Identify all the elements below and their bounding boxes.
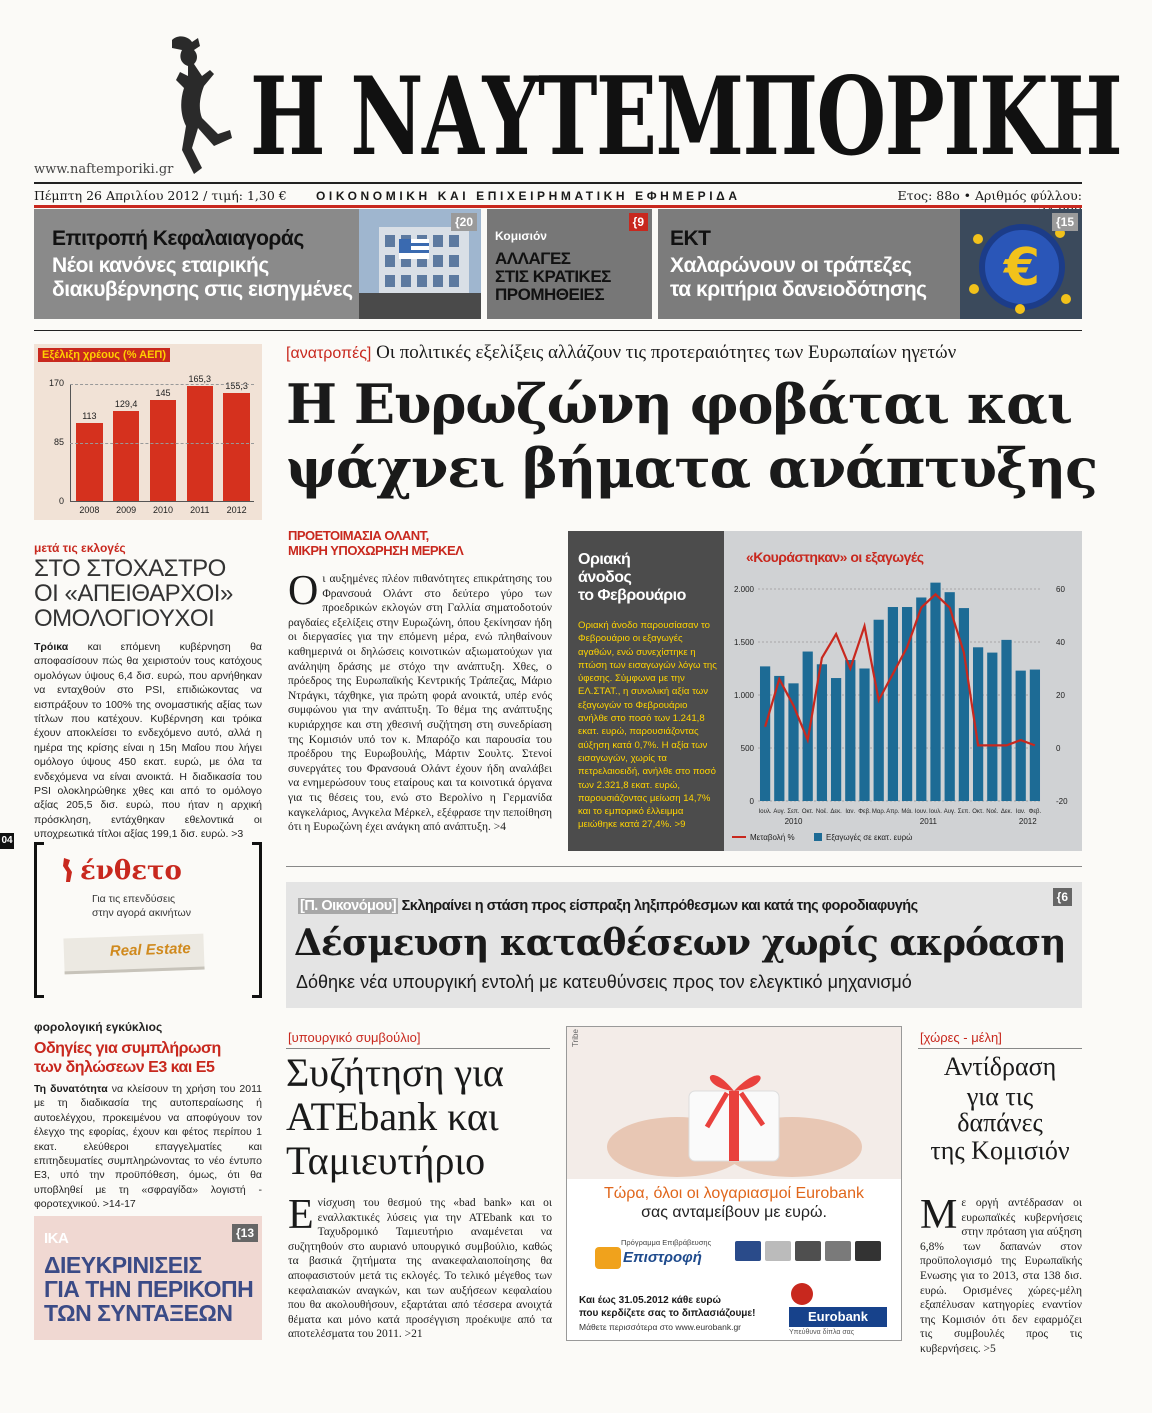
exports-chart [724,567,1082,851]
promo-sub-line1: ΑΛΛΑΓΕΣ [495,249,571,268]
website-url[interactable]: www.naftemporiki.gr [34,162,174,177]
exports-month-label: Μαρ. [871,809,886,815]
debt-bar [223,393,249,501]
atebank-text: νίσχυση του θεσμού της «bad bank» και οι εναλλακτικές λύσεις για την ATEbank και το Ταχυδρομικό Ταμιευτήριο αναμένεται να συζητηθούν στο αυριανό υπουργικό συμβούλιο, καθώς τα βασικά ζητήματα της ανακεφαλαιοποίησης θα αποφασιστούν μετά τις εκλογές. Το τελικό μέγεθος των κεφαλαιακών αναγκών, και των αυξήσεων κεφαλαίου που θα ακολουθήσουν, εξαρτάται από τέσσερα ανοιχτά θέματα και μόνο κατά προσέγγιση προέκυψε από τα αποτελέσματα του 2011. >21 [288,1197,552,1341]
atebank-body [288,1192,552,1342]
hermes-logo-icon [158,30,238,180]
bondholders-headline-1: ΣΤΟ ΣΤΟΧΑΣΤΡΟ [34,555,226,582]
exports-bar [803,652,813,801]
page-marker: 04 [0,833,14,849]
commission-headline-2: για τις [966,1082,1034,1111]
exports-box [568,531,1082,851]
lead-dropcap: Ο [288,568,319,614]
svg-text:€: € [1003,238,1041,298]
ika-kicker: ΙΚΑ [44,1230,69,1247]
ika-page-tag: {13 [232,1224,258,1242]
exports-month-label: Ιουν. [914,809,928,815]
tax-headline-2: των δηλώσεων Ε3 και Ε5 [34,1059,215,1076]
exports-month-label: Αυγ. [773,809,786,815]
atebank-kicker: [υπουργικό συμβούλιο] [288,1030,421,1045]
ika-headline-1: ΔΙΕΥΚΡΙΝΙΣΕΙΣ [44,1252,202,1278]
bondholders-body [34,640,262,842]
debt-ytick-label: 170 [48,378,64,388]
ad-program: Πρόγραμμα Επιβράβευσης [621,1238,712,1247]
eurobank-ad[interactable] [566,1026,902,1341]
promo-lead: Κομισιόν [495,229,547,243]
atebank-headline-2: ATEbank και [286,1094,499,1139]
exports-bar [888,607,898,801]
masthead-title: Η ΝΑΥΤΕΜΠΟΡΙΚΗ [250,54,1122,180]
tax-body [34,1082,262,1212]
debt-category-label: 2012 [226,505,247,515]
tax-lead: Τη δυνατότητα [34,1083,108,1095]
tagline: ΟΙΚΟΝΟΜΙΚΗ ΚΑΙ ΕΠΙΧΕΙΡΗΜΑΤΙΚΗ ΕΦΗΜΕΡΙΔΑ [316,189,741,203]
exports-month-label: Οκτ. [972,809,984,815]
exports-month-label: Σεπ. [957,809,971,815]
exports-bar [845,660,855,801]
exports-bar [959,608,969,801]
ad-program-name: Επιστροφή [623,1249,702,1266]
exports-legend-change: Μεταβολή % [750,833,795,842]
hermes-small-icon [60,856,78,884]
debt-bar [76,423,102,501]
exports-bar [1030,670,1040,801]
exports-title-1: Οριακή [578,551,631,568]
ad-more[interactable]: Μάθετε περισσότερα στο www.eurobank.gr [579,1322,741,1332]
exports-month-label: Ιαν. [1015,809,1026,815]
commission-body [920,1192,1082,1357]
exports-month-label: Νοέ. [986,809,999,815]
commission-text: ε οργή αντέδρασαν οι ευρωπαϊκές κυβερνήσεις στην πρόταση για αύξηση 6,8% των δαπανών στον προϋπολογισμό της Ευρωπαϊκής Ενωσης για το 2013, στα 138 δισ. ευρώ. Ορισμένες χώρες-μέλη εξαπέλυσαν κατηγορίες εναντίον της Κομισιόν ότι δεν εφαρμόζει τις συμβουλές προς τις κυβερνήσεις. >5 [920,1197,1082,1355]
exports-month-label: Δεκ. [1000,809,1013,815]
debt-value-label: 129,4 [114,399,138,410]
exports-month-label: Σεπ. [787,809,800,815]
promo-lead: Επιτροπή Κεφαλαιαγοράς [52,227,304,250]
promo-page-tag: {9 [629,213,648,231]
exports-month-label: Οκτ. [801,809,814,815]
ad-side-tag: Tribe [571,1029,580,1047]
bondholders-text: και επόμενη κυβέρνηση θα αποφασίσουν πώς θα χειριστούν τους κατόχους ομολόγων ύψους 6,4 δισ. ευρώ, που αρνήθηκαν να ενταχθούν στο PSI, επιδιώκοντας να εισπράξουν το 100% της ονομαστικής αξίας των τίτλων που κατέχουν. Κυβέρνηση και τρόικα έχουν αποκλείσει το ενδεχόμενο αυτό, αλλά η ημέρα της κρίσης είναι η 15η Μαΐου που λήγει ομόλογο ύψους 450 εκατ. ευρώ, με όλα τα ενδεχόμενα να είναι ανοικτά. Η διαδικασία του PSI ολοκληρώθηκε χθες και από το ομόλογο αξίας 205,5 δισ. ευρώ, που ήταν η αρχική πρόσκληση, εντάχθηκαν εθελοντικά οι υποχρεωτικά τίτλοι αξίας 199,1 δισ. ευρώ. >3 [34,641,262,841]
promo-sub-line2: διακυβέρνησης στις εισηγμένες [52,278,353,301]
exports-legend-exports: Εξαγωγές σε εκατ. ευρώ [826,833,913,842]
ad-brand-tag: Υπεύθυνα δίπλα σας [789,1329,855,1336]
lead-deck-line [286,342,956,364]
exports-bar [1016,671,1026,801]
lead-headline-2: ψάχνει βήματα ανάπτυξης [286,436,1098,500]
ad-program-badge [595,1247,621,1269]
commission-headline-1: Αντίδραση [943,1052,1057,1081]
tax-text: να κλείσουν τη χρήση του 2011 με τη διαδικασία της αυτοπεραίωσης ή αυτοελέγχου, προκειμένου να αποφύγουν τον έλεγχο της εφορίας, έχουν και φέτος περίπου 1 εκατ. ελεύθεροι επαγγελματίες και επιτηδευματίες συμπληρώνοντας το νέο έντυπο Ε3, υπό την προϋπόθεση, όμως, ότι θα υποβληθεί με τη «σφραγίδα» λογιστή - φοροτεχνικού. >14-17 [34,1083,263,1211]
exports-month-label: Φεβ. [858,809,871,815]
ika-headline-2: ΓΙΑ ΤΗΝ ΠΕΡΙΚΟΠΗ [44,1276,254,1302]
deposits-kicker: [Π. Οικονόμου] [300,898,397,914]
exports-year-label: 2012 [1018,817,1037,826]
exports-bar [916,597,926,801]
exports-title-3: το Φεβρουάριο [578,587,686,604]
ad-photo [567,1027,901,1179]
exports-bar [930,583,940,801]
exports-year-label: 2010 [784,817,803,826]
debt-chart [34,344,262,520]
debt-gridline [70,384,254,385]
exports-left-tick: 1.000 [733,691,754,700]
ika-box[interactable] [34,1216,262,1340]
bondholders-headline-2: ΟΙ «ΑΠΕΙΘΑΡΧΟΙ» [34,580,233,607]
exports-month-label: Απρ. [886,809,900,815]
bondholders-headline-3: ΟΜΟΛΟΓΙΟΥΧΟΙ [34,605,215,632]
promo-page-tag: {15 [1052,213,1078,231]
lead-subhead-1: ΠΡΟΕΤΟΙΜΑΣΙΑ ΟΛΑΝΤ, [288,528,429,543]
deposits-deck: Σκληραίνει η στάση προς είσπραξη ληξιπρόθεσμων και κατά της φοροδιαφυγής [401,898,918,914]
bondholders-lead: Τρόικα [34,641,69,653]
ad-cards [735,1239,885,1269]
debt-gridline [70,443,254,444]
debt-bar [113,411,139,501]
tax-kicker: φορολογική εγκύκλιος [34,1020,163,1034]
promo-sub-line3: ΠΡΟΜΗΘΕΙΕΣ [495,285,605,304]
exports-right-tick: 0 [1056,744,1061,753]
insert-line-1: Για τις επενδύσεις [92,893,176,905]
dateline: Πέμπτη 26 Απριλίου 2012 / τιμή: 1,30 € [34,188,287,203]
exports-right-tick: 40 [1056,638,1065,647]
debt-bar [150,400,176,501]
lead-kicker: [ανατροπές] [286,345,372,362]
lead-deck: Οι πολιτικές εξελίξεις αλλάζουν τις προτεραιότητες των Ευρωπαίων ηγετών [376,342,957,363]
exports-chart-title: «Κουράστηκαν» οι εξαγωγές [746,549,924,565]
real-estate-magazine [63,934,204,975]
debt-value-label: 165,3 [188,374,212,385]
exports-left-tick: 0 [749,797,754,806]
promo-commission[interactable] [487,209,652,319]
issue-info: Ετος: 88ο • Αριθμός φύλλου: [897,188,1082,203]
lead-headline-1: Η Ευρωζώνη φοβάται και [286,372,1072,436]
exports-month-label: Μάι. [901,809,913,815]
commission-kicker: [χώρες - μέλη] [920,1030,1002,1045]
exports-bar [859,669,869,802]
exports-right-tick: 60 [1056,585,1065,594]
debt-ytick-label: 0 [58,496,64,506]
insert-box[interactable] [34,842,262,998]
exports-bar [760,666,770,801]
atebank-dropcap: Ε [288,1192,314,1238]
lead-text: ι αυξημένες πλέον πιθανότητες επικράτησης του Φρανσουά Ολάντ στο δεύτερο γύρο των προεδρικών εκλογών στη Γαλλία σηματοδοτούν ραγδαίες εξελίξεις στην Ευρωζώνη, όπου ξεκίνησαν ήδη οι διεργασίες για την επόμενη μέρα, ενώ πληθαίνουν καθημερινά οι δηλώσεις κοινοτικών αξιωματούχων για ανάληψη δράσης με στόχο την ανάπτυξη. Χθες, ο πρόεδρος της Ευρωπαϊκής Κεντρικής Τράπεζας, Μάριο Ντράγκι, τάχθηκε, για πρώτη φορά ανοικτά, υπέρ ενός συμφώνου για την ανάπτυξη. Το θέμα της ανάπτυξης κυριάρχησε και στη χθεσινή συζήτηση στη συνεδρίαση της Κομισιόν υπό τον κ. Μπαρόζο και παρουσία του προέδρου της Ευρωβουλής, Μάρτιν Σουλτς. Στενοί συνεργάτες του Φρανσουά Ολάντ έχουν ήδη αναλάβει να ενημερώσουν τους εταίρους και τα κοινοτικά όργανα για τις θέσεις του, ενώ στο Βερολίνο η Γερμανίδα καγκελάριος, Ανγκελα Μέρκελ, εξέφρασε την πεποίθηση ότι η Ευρωζώνη έχει ανάγκη από ανάπτυξη. >4 [288,573,552,834]
exports-bar [945,592,955,801]
ad-offer-1: Και έως 31.05.2012 κάθε ευρώ [579,1295,721,1306]
exports-year-label: 2011 [919,817,938,826]
insert-title: ένθετο [80,856,182,886]
ika-headline-3: ΤΩΝ ΣΥΝΤΑΞΕΩΝ [44,1300,233,1326]
exports-month-label: Ιουλ. [929,809,942,815]
deposits-box[interactable] [286,882,1082,1008]
exports-bar [831,678,841,801]
atebank-headline-3: Ταμιευτήριο [286,1138,486,1183]
exports-bar [874,620,884,801]
atebank-headline-1: Συζήτηση για [286,1050,504,1095]
debt-value-label: 155,3 [225,381,248,392]
insert-product: Real Estate [109,940,192,960]
bondholders-kicker: μετά τις εκλογές [34,541,126,555]
exports-bar [987,653,997,801]
exports-month-label: Νοέ. [815,809,828,815]
gift-hands-image [567,1027,901,1179]
promo-sub-line1: Νέοι κανόνες εταιρικής [52,254,269,277]
promo-page-tag: {20 [451,213,477,231]
debt-ytick-label: 85 [53,437,64,447]
debt-value-label: 145 [155,388,171,399]
debt-category-label: 2009 [116,505,137,515]
deposits-deck-line [298,898,918,914]
deposits-headline: Δέσμευση καταθέσεων χωρίς ακρόαση [294,922,1066,964]
exports-left-tick: 2.000 [733,585,754,594]
deposits-page-tag: {6 [1053,888,1072,906]
lead-body [288,568,552,835]
promo-ecb[interactable] [658,209,1082,319]
ad-offer-2: που κερδίζετε σας το διπλασιάζουμε! [579,1308,756,1319]
exports-month-label: Ιουλ. [758,809,772,815]
ad-headline-2: σας ανταμείβουν με ευρώ. [641,1204,827,1221]
commission-dropcap: Μ [920,1192,958,1238]
debt-category-label: 2008 [79,505,100,515]
debt-chart-title: Εξέλιξη χρέους (% ΑΕΠ) [38,348,170,362]
exports-sidebar [568,531,724,851]
exports-month-label: Φεβ. [1028,809,1042,815]
lead-subhead-2: ΜΙΚΡΗ ΥΠΟΧΩΡΗΣΗ ΜΕΡΚΕΛ [288,543,464,558]
exports-month-label: Δεκ. [830,809,842,815]
exports-month-label: Αυγ. [943,809,956,815]
eurobank-logo-icon [791,1283,813,1305]
exports-left-tick: 1.500 [733,638,754,647]
exports-title-2: άνοδος [578,569,632,586]
promo-capital-market[interactable] [34,209,481,319]
tax-headline-1: Οδηγίες για συμπλήρωση [34,1040,221,1057]
promo-sub-line1: Χαλαρώνουν οι τράπεζες [670,254,912,277]
exports-left-tick: 500 [740,744,754,753]
debt-category-label: 2010 [152,505,173,515]
exports-legend-bar-icon [814,833,822,841]
promo-sub-line2: τα κριτήρια δανειοδότησης [670,278,927,301]
exports-text: Οριακή άνοδο παρουσίασαν το Φεβρουάριο οι εξαγωγές αγαθών, ενώ συνεχίστηκε η πτώση των εισαγωγών λόγω της ύφεσης. Σύμφωνα με την ΕΛ.ΣΤΑΤ., η συνολική αξία των εξαγωγών το Φεβρουάριο ανήλθε στο ποσό των 1.241,8 εκατ. ευρώ, παρουσιάζοντας αύξηση κατά 0,7%. Η αξία των εισαγωγών, χωρίς τα πετρελαιοειδή, ανήλθε στο ποσό των 2.321,8 εκατ. ευρώ, παρουσιάζοντας μείωση 14,7% και το εμπορικό έλλειμμα μειώθηκε κατά 27,4%. >9 [578,620,717,831]
exports-bar [1001,640,1011,801]
exports-month-label: Ιαν. [845,809,856,815]
commission-headline-4: της Κομισιόν [930,1136,1070,1165]
ad-brand: Eurobank [789,1307,887,1327]
debt-value-label: 113 [82,410,97,421]
deposits-sub: Δόθηκε νέα υπουργική εντολή με κατευθύνσεις προς τον ελεγκτικό μηχανισμό [296,972,912,992]
promo-sub-line2: ΣΤΙΣ ΚΡΑΤΙΚΕΣ [495,267,611,286]
commission-headline-3: δαπάνες [957,1108,1043,1137]
debt-category-label: 2011 [190,505,210,515]
masthead [0,0,1152,210]
exports-right-tick: 20 [1056,691,1065,700]
ad-headline-1: Τώρα, όλοι οι λογαριασμοί Eurobank [604,1185,864,1202]
insert-line-2: στην αγορά ακινήτων [92,907,191,919]
promo-lead: ΕΚΤ [670,227,711,250]
exports-right-tick: -20 [1056,797,1068,806]
